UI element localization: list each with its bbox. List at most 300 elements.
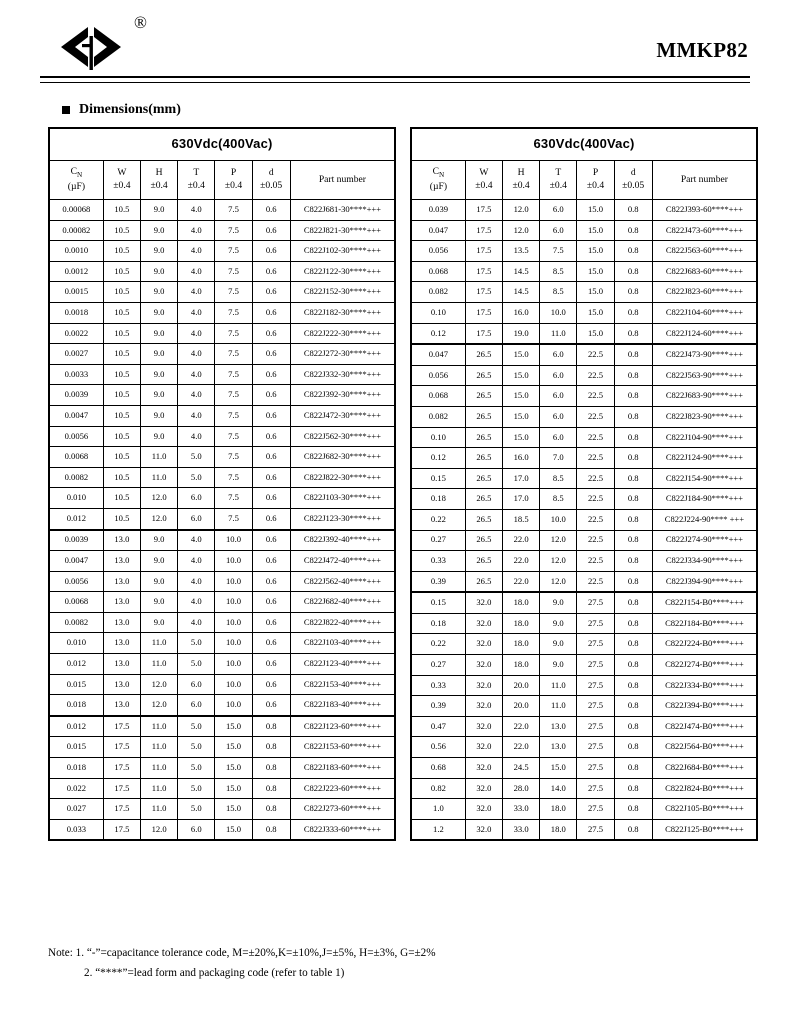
cell-thickness: 4.0 — [178, 220, 215, 241]
cell-height: 9.0 — [141, 426, 178, 447]
cell-height: 12.0 — [141, 674, 178, 695]
cell-pitch: 27.5 — [577, 737, 614, 758]
cell-thickness: 4.0 — [178, 592, 215, 613]
cell-height: 18.0 — [503, 655, 540, 676]
cell-pitch: 27.5 — [577, 675, 614, 696]
cell-height: 11.0 — [141, 778, 178, 799]
cell-capacitance: 0.033 — [49, 819, 103, 840]
square-bullet-icon — [62, 106, 70, 114]
table-row — [411, 406, 757, 427]
cell-lead-diameter: 0.6 — [252, 261, 290, 282]
column-header-h: H ±0.4 — [141, 161, 178, 200]
cell-width: 32.0 — [465, 737, 502, 758]
cell-height: 15.0 — [503, 365, 540, 386]
cell-capacitance: 0.010 — [49, 633, 103, 654]
cell-part-number: C822J392-40****+++ — [290, 530, 395, 551]
cell-lead-diameter: 0.6 — [252, 654, 290, 675]
cell-part-number: C822J224-B0****+++ — [652, 634, 757, 655]
cell-part-number: C822J104-90****+++ — [652, 427, 757, 448]
table-row — [411, 778, 757, 799]
column-header-d: d ±0.05 — [614, 161, 652, 200]
cell-thickness: 8.5 — [540, 489, 577, 510]
cell-pitch: 15.0 — [577, 282, 614, 303]
cell-thickness: 6.0 — [540, 344, 577, 365]
cell-height: 22.0 — [503, 551, 540, 572]
cell-height: 9.0 — [141, 241, 178, 262]
cell-lead-diameter: 0.6 — [252, 508, 290, 529]
cell-width: 17.5 — [103, 799, 140, 820]
cell-height: 9.0 — [141, 612, 178, 633]
cell-part-number: C822J822-40****+++ — [290, 612, 395, 633]
cell-width: 17.5 — [103, 716, 140, 737]
cell-width: 26.5 — [465, 509, 502, 530]
cell-capacitance: 0.056 — [411, 365, 465, 386]
cell-part-number: C822J123-60****+++ — [290, 716, 395, 737]
cell-pitch: 15.0 — [577, 220, 614, 241]
table-row — [49, 758, 395, 779]
table-row — [49, 571, 395, 592]
cell-width: 17.5 — [103, 758, 140, 779]
cell-lead-diameter: 0.6 — [252, 344, 290, 365]
table-row — [411, 737, 757, 758]
cell-height: 17.0 — [503, 468, 540, 489]
cell-width: 26.5 — [465, 571, 502, 592]
table-row — [411, 282, 757, 303]
cell-lead-diameter: 0.6 — [252, 200, 290, 221]
cell-capacitance: 0.10 — [411, 302, 465, 323]
cell-capacitance: 0.0082 — [49, 612, 103, 633]
cell-capacitance: 0.022 — [49, 778, 103, 799]
table-row — [49, 200, 395, 221]
cell-lead-diameter: 0.8 — [614, 778, 652, 799]
cell-part-number: C822J682-30****+++ — [290, 447, 395, 468]
cell-width: 26.5 — [465, 551, 502, 572]
table-row — [411, 799, 757, 820]
cell-lead-diameter: 0.8 — [614, 427, 652, 448]
cell-width: 17.5 — [465, 220, 502, 241]
cell-pitch: 15.0 — [215, 758, 252, 779]
cell-thickness: 5.0 — [178, 799, 215, 820]
cell-thickness: 6.0 — [540, 365, 577, 386]
notes-block — [48, 944, 748, 983]
cell-pitch: 7.5 — [215, 302, 252, 323]
cell-pitch: 7.5 — [215, 200, 252, 221]
cell-lead-diameter: 0.8 — [614, 551, 652, 572]
cell-height: 20.0 — [503, 675, 540, 696]
table-row — [411, 696, 757, 717]
cell-pitch: 15.0 — [577, 261, 614, 282]
cell-pitch: 27.5 — [577, 634, 614, 655]
cell-lead-diameter: 0.8 — [614, 716, 652, 737]
cell-width: 32.0 — [465, 696, 502, 717]
table-row — [411, 571, 757, 592]
gd-diamond-logo-icon — [58, 24, 132, 75]
cell-thickness: 6.0 — [540, 406, 577, 427]
cell-part-number: C822J272-30****+++ — [290, 344, 395, 365]
cell-lead-diameter: 0.6 — [252, 405, 290, 426]
table-voltage-header-row — [49, 128, 395, 161]
cell-capacitance: 0.0018 — [49, 302, 103, 323]
cell-part-number: C822J224-90**** +++ — [652, 509, 757, 530]
cell-thickness: 4.0 — [178, 530, 215, 551]
cell-width: 13.0 — [103, 654, 140, 675]
cell-thickness: 11.0 — [540, 675, 577, 696]
cell-lead-diameter: 0.8 — [252, 716, 290, 737]
cell-lead-diameter: 0.8 — [614, 758, 652, 779]
cell-thickness: 5.0 — [178, 716, 215, 737]
cell-height: 12.0 — [503, 200, 540, 221]
cell-part-number: C822J563-60****+++ — [652, 241, 757, 262]
cell-capacitance: 0.15 — [411, 592, 465, 613]
cell-pitch: 27.5 — [577, 799, 614, 820]
cell-height: 9.0 — [141, 385, 178, 406]
cell-lead-diameter: 0.6 — [252, 282, 290, 303]
cell-thickness: 4.0 — [178, 261, 215, 282]
table-row — [49, 778, 395, 799]
cell-part-number: C822J474-B0****+++ — [652, 716, 757, 737]
cell-height: 15.0 — [503, 386, 540, 407]
cell-pitch: 10.0 — [215, 695, 252, 716]
cell-capacitance: 0.027 — [49, 799, 103, 820]
cell-height: 9.0 — [141, 530, 178, 551]
cell-height: 9.0 — [141, 551, 178, 572]
cell-pitch: 7.5 — [215, 282, 252, 303]
cell-height: 9.0 — [141, 302, 178, 323]
cell-pitch: 27.5 — [577, 696, 614, 717]
table-column-header-row — [49, 161, 395, 200]
cell-lead-diameter: 0.8 — [252, 758, 290, 779]
cell-part-number: C822J152-30****+++ — [290, 282, 395, 303]
cell-pitch: 27.5 — [577, 592, 614, 613]
cell-width: 10.5 — [103, 220, 140, 241]
table-row — [49, 799, 395, 820]
cell-thickness: 14.0 — [540, 778, 577, 799]
cell-thickness: 11.0 — [540, 696, 577, 717]
cell-thickness: 5.0 — [178, 778, 215, 799]
column-header-d: d ±0.05 — [252, 161, 290, 200]
cell-thickness: 12.0 — [540, 530, 577, 551]
cell-thickness: 12.0 — [540, 551, 577, 572]
cell-width: 17.5 — [465, 200, 502, 221]
cell-thickness: 12.0 — [540, 571, 577, 592]
cell-height: 15.0 — [503, 406, 540, 427]
cell-capacitance: 0.0012 — [49, 261, 103, 282]
table-row — [49, 716, 395, 737]
cell-lead-diameter: 0.6 — [252, 674, 290, 695]
cell-capacitance: 0.018 — [49, 695, 103, 716]
cell-width: 10.5 — [103, 488, 140, 509]
cell-capacitance: 0.39 — [411, 696, 465, 717]
cell-capacitance: 0.0047 — [49, 551, 103, 572]
cell-width: 26.5 — [465, 468, 502, 489]
cell-lead-diameter: 0.6 — [252, 467, 290, 488]
dimensions-tables — [48, 127, 758, 841]
cell-width: 10.5 — [103, 385, 140, 406]
cell-pitch: 7.5 — [215, 344, 252, 365]
cell-width: 32.0 — [465, 799, 502, 820]
cell-height: 9.0 — [141, 261, 178, 282]
cell-part-number: C822J473-90****+++ — [652, 344, 757, 365]
cell-lead-diameter: 0.8 — [614, 509, 652, 530]
table-row — [411, 323, 757, 344]
cell-width: 10.5 — [103, 447, 140, 468]
table-row — [411, 302, 757, 323]
table-row — [49, 488, 395, 509]
company-logo — [58, 14, 178, 70]
cell-width: 26.5 — [465, 386, 502, 407]
cell-width: 32.0 — [465, 758, 502, 779]
cell-lead-diameter: 0.8 — [614, 344, 652, 365]
cell-thickness: 4.0 — [178, 612, 215, 633]
table-row — [411, 634, 757, 655]
cell-part-number: C822J393-60****+++ — [652, 200, 757, 221]
cell-part-number: C822J333-60****+++ — [290, 819, 395, 840]
cell-height: 11.0 — [141, 654, 178, 675]
cell-lead-diameter: 0.8 — [614, 675, 652, 696]
cell-width: 26.5 — [465, 406, 502, 427]
section-heading-label: Dimensions(mm) — [79, 102, 181, 117]
cell-thickness: 4.0 — [178, 405, 215, 426]
cell-lead-diameter: 0.8 — [252, 799, 290, 820]
cell-capacitance: 0.47 — [411, 716, 465, 737]
table-row — [49, 344, 395, 365]
cell-pitch: 27.5 — [577, 613, 614, 634]
cell-pitch: 10.0 — [215, 654, 252, 675]
cell-thickness: 4.0 — [178, 200, 215, 221]
cell-capacitance: 0.22 — [411, 634, 465, 655]
cell-part-number: C822J334-B0****+++ — [652, 675, 757, 696]
column-header-t: T ±0.4 — [178, 161, 215, 200]
cell-lead-diameter: 0.8 — [614, 530, 652, 551]
cell-width: 13.0 — [103, 695, 140, 716]
table-row — [49, 405, 395, 426]
table-row — [49, 282, 395, 303]
dimensions-table-right — [410, 127, 758, 841]
cell-width: 10.5 — [103, 508, 140, 529]
cell-height: 11.0 — [141, 737, 178, 758]
cell-height: 13.5 — [503, 241, 540, 262]
header-divider — [40, 76, 750, 83]
table-row — [49, 426, 395, 447]
cell-part-number: C822J822-30****+++ — [290, 467, 395, 488]
cell-pitch: 22.5 — [577, 468, 614, 489]
cell-capacitance: 0.33 — [411, 551, 465, 572]
cell-part-number: C822J103-40****+++ — [290, 633, 395, 654]
dimensions-table-left — [48, 127, 396, 841]
table-row — [49, 323, 395, 344]
cell-part-number: C822J223-60****+++ — [290, 778, 395, 799]
cell-height: 17.0 — [503, 489, 540, 510]
cell-capacitance: 0.012 — [49, 716, 103, 737]
cell-height: 20.0 — [503, 696, 540, 717]
page-header — [0, 0, 790, 82]
cell-lead-diameter: 0.8 — [614, 613, 652, 634]
cell-thickness: 11.0 — [540, 323, 577, 344]
cell-lead-diameter: 0.8 — [614, 737, 652, 758]
cell-width: 26.5 — [465, 427, 502, 448]
cell-lead-diameter: 0.6 — [252, 426, 290, 447]
cell-thickness: 6.0 — [178, 674, 215, 695]
cell-lead-diameter: 0.8 — [614, 448, 652, 469]
cell-width: 10.5 — [103, 426, 140, 447]
table-row — [411, 427, 757, 448]
cell-width: 17.5 — [465, 323, 502, 344]
cell-width: 26.5 — [465, 489, 502, 510]
cell-pitch: 7.5 — [215, 364, 252, 385]
table-column-header-row — [411, 161, 757, 200]
cell-part-number: C822J105-B0****+++ — [652, 799, 757, 820]
cell-lead-diameter: 0.8 — [614, 799, 652, 820]
cell-height: 9.0 — [141, 344, 178, 365]
cell-pitch: 22.5 — [577, 386, 614, 407]
cell-part-number: C822J123-40****+++ — [290, 654, 395, 675]
cell-height: 9.0 — [141, 220, 178, 241]
cell-pitch: 15.0 — [577, 323, 614, 344]
cell-lead-diameter: 0.8 — [614, 323, 652, 344]
cell-thickness: 4.0 — [178, 344, 215, 365]
cell-capacitance: 0.015 — [49, 674, 103, 695]
table-row — [411, 241, 757, 262]
cell-width: 10.5 — [103, 200, 140, 221]
cell-thickness: 8.5 — [540, 468, 577, 489]
cell-height: 18.0 — [503, 613, 540, 634]
cell-capacitance: 0.082 — [411, 406, 465, 427]
table-row — [411, 344, 757, 365]
cell-part-number: C822J683-60****+++ — [652, 261, 757, 282]
table-row — [411, 365, 757, 386]
cell-part-number: C822J183-40****+++ — [290, 695, 395, 716]
cell-height: 9.0 — [141, 592, 178, 613]
table-row — [411, 200, 757, 221]
cell-pitch: 7.5 — [215, 426, 252, 447]
cell-lead-diameter: 0.6 — [252, 551, 290, 572]
cell-thickness: 6.0 — [178, 819, 215, 840]
cell-height: 11.0 — [141, 799, 178, 820]
cell-capacitance: 0.33 — [411, 675, 465, 696]
cell-thickness: 6.0 — [540, 200, 577, 221]
cell-capacitance: 0.27 — [411, 530, 465, 551]
cell-part-number: C822J104-60****+++ — [652, 302, 757, 323]
cell-part-number: C822J274-90****+++ — [652, 530, 757, 551]
cell-pitch: 7.5 — [215, 508, 252, 529]
cell-lead-diameter: 0.6 — [252, 241, 290, 262]
table-row — [411, 758, 757, 779]
cell-part-number: C822J153-40****+++ — [290, 674, 395, 695]
cell-part-number: C822J154-B0****+++ — [652, 592, 757, 613]
cell-lead-diameter: 0.8 — [614, 241, 652, 262]
column-header-p: P ±0.4 — [215, 161, 252, 200]
cell-thickness: 5.0 — [178, 467, 215, 488]
cell-capacitance: 0.012 — [49, 654, 103, 675]
cell-part-number: C822J681-30****+++ — [290, 200, 395, 221]
page-title: MMKP82 — [656, 38, 748, 62]
registered-trademark-icon: ® — [134, 13, 147, 32]
cell-capacitance: 0.12 — [411, 323, 465, 344]
cell-thickness: 4.0 — [178, 241, 215, 262]
cell-part-number: C822J332-30****+++ — [290, 364, 395, 385]
cell-part-number: C822J824-B0****+++ — [652, 778, 757, 799]
cell-pitch: 15.0 — [215, 778, 252, 799]
cell-capacitance: 0.82 — [411, 778, 465, 799]
cell-capacitance: 0.0015 — [49, 282, 103, 303]
cell-width: 26.5 — [465, 448, 502, 469]
table-row — [49, 654, 395, 675]
cell-part-number: C822J564-B0****+++ — [652, 737, 757, 758]
cell-thickness: 5.0 — [178, 654, 215, 675]
cell-lead-diameter: 0.6 — [252, 302, 290, 323]
cell-capacitance: 0.68 — [411, 758, 465, 779]
cell-capacitance: 0.018 — [49, 758, 103, 779]
cell-capacitance: 0.39 — [411, 571, 465, 592]
cell-part-number: C822J184-90****+++ — [652, 489, 757, 510]
cell-lead-diameter: 0.6 — [252, 385, 290, 406]
cell-thickness: 4.0 — [178, 385, 215, 406]
cell-pitch: 10.0 — [215, 612, 252, 633]
cell-width: 10.5 — [103, 261, 140, 282]
table-row — [49, 508, 395, 529]
cell-pitch: 22.5 — [577, 530, 614, 551]
cell-thickness: 5.0 — [178, 737, 215, 758]
cell-width: 13.0 — [103, 633, 140, 654]
cell-height: 19.0 — [503, 323, 540, 344]
cell-thickness: 6.0 — [178, 488, 215, 509]
table-row — [411, 468, 757, 489]
cell-lead-diameter: 0.8 — [614, 634, 652, 655]
table-row — [411, 551, 757, 572]
cell-pitch: 7.5 — [215, 447, 252, 468]
cell-width: 32.0 — [465, 634, 502, 655]
cell-part-number: C822J392-30****+++ — [290, 385, 395, 406]
cell-height: 9.0 — [141, 200, 178, 221]
cell-part-number: C822J472-40****+++ — [290, 551, 395, 572]
cell-width: 17.5 — [465, 241, 502, 262]
cell-thickness: 9.0 — [540, 655, 577, 676]
cell-capacitance: 0.18 — [411, 613, 465, 634]
cell-part-number: C822J182-30****+++ — [290, 302, 395, 323]
cell-pitch: 7.5 — [215, 220, 252, 241]
cell-lead-diameter: 0.8 — [614, 302, 652, 323]
cell-part-number: C822J124-90****+++ — [652, 448, 757, 469]
table-row — [49, 737, 395, 758]
cell-part-number: C822J394-B0****+++ — [652, 696, 757, 717]
cell-pitch: 15.0 — [215, 819, 252, 840]
table-voltage-header-row — [411, 128, 757, 161]
table-row — [411, 386, 757, 407]
cell-pitch: 22.5 — [577, 406, 614, 427]
cell-height: 11.0 — [141, 633, 178, 654]
cell-height: 22.0 — [503, 716, 540, 737]
cell-capacitance: 0.00082 — [49, 220, 103, 241]
cell-width: 13.0 — [103, 674, 140, 695]
cell-thickness: 8.5 — [540, 282, 577, 303]
cell-thickness: 4.0 — [178, 571, 215, 592]
cell-pitch: 10.0 — [215, 551, 252, 572]
note-line-1: Note: 1. “-”=capacitance tolerance code, M=±20%,K=±10%,J=±5%, H=±3%, G=±2% — [48, 947, 436, 959]
cell-pitch: 22.5 — [577, 509, 614, 530]
table-row — [411, 509, 757, 530]
cell-height: 12.0 — [141, 508, 178, 529]
cell-width: 26.5 — [465, 344, 502, 365]
table-row — [411, 613, 757, 634]
cell-capacitance: 0.068 — [411, 386, 465, 407]
cell-thickness: 5.0 — [178, 447, 215, 468]
cell-pitch: 22.5 — [577, 571, 614, 592]
cell-height: 18.5 — [503, 509, 540, 530]
cell-height: 18.0 — [503, 634, 540, 655]
cell-lead-diameter: 0.6 — [252, 447, 290, 468]
cell-capacitance: 0.00068 — [49, 200, 103, 221]
cell-part-number: C822J682-40****+++ — [290, 592, 395, 613]
